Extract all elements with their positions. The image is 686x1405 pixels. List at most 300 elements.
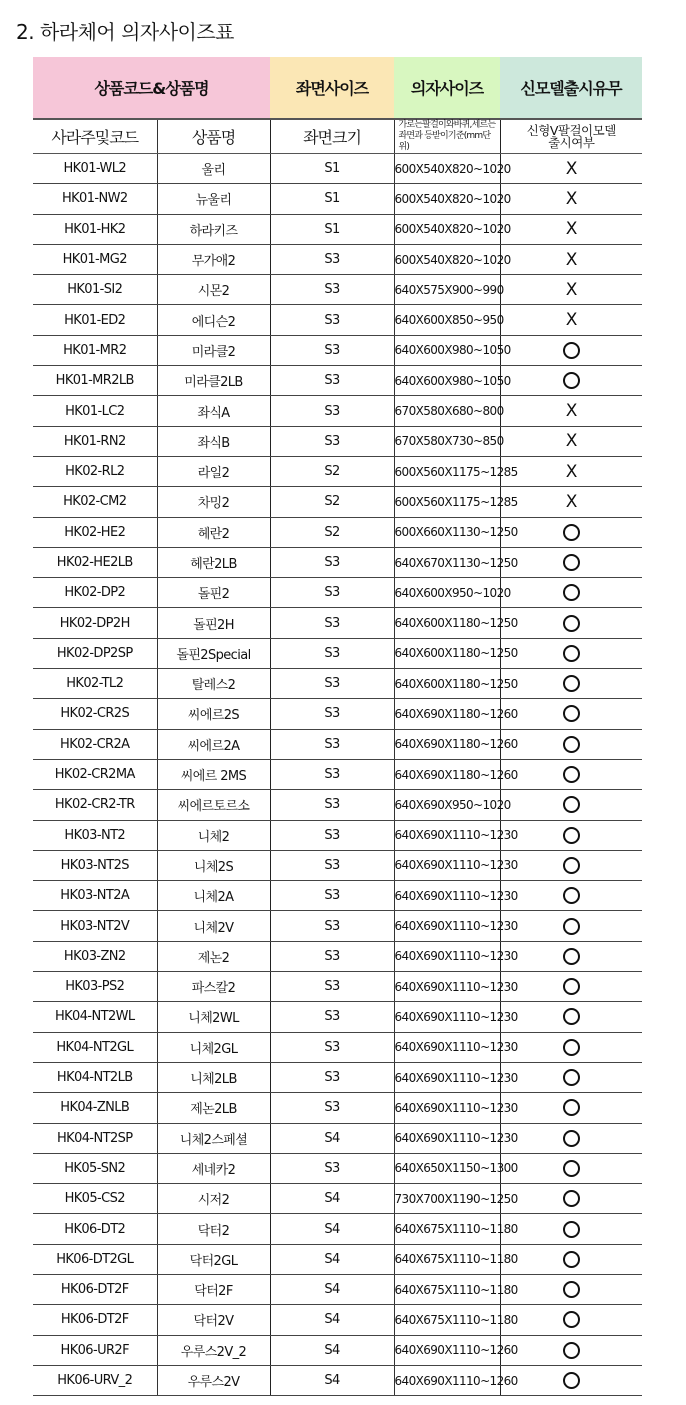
product-name: 헤란2LB — [157, 547, 270, 577]
product-name: 차밍2 — [157, 487, 270, 517]
product-code: HK06-URV_2 — [33, 1365, 157, 1395]
seat-size: S2 — [270, 487, 394, 517]
table-row — [33, 487, 642, 517]
product-name: 좌식B — [157, 426, 270, 456]
chair-size: 640X690X1110~1230 — [394, 1032, 500, 1062]
chair-size: 640X690X1180~1260 — [394, 729, 500, 759]
seat-size: S3 — [270, 426, 394, 456]
release-flag — [500, 1274, 642, 1304]
seat-size: S3 — [270, 790, 394, 820]
release-flag — [500, 547, 642, 577]
header-chair-size: 의자사이즈 — [394, 57, 500, 119]
product-name: 니체2LB — [157, 1062, 270, 1092]
table-row — [33, 1093, 642, 1123]
product-code: HK01-MR2LB — [33, 366, 157, 396]
chair-size: 600X540X820~1020 — [394, 244, 500, 274]
product-name: 니체2V — [157, 911, 270, 941]
product-name: 시저2 — [157, 1184, 270, 1214]
header-product-code-name: 상품코드&상품명 — [33, 57, 270, 119]
release-flag — [500, 1184, 642, 1214]
release-flag — [500, 517, 642, 547]
circle-icon — [563, 1251, 580, 1268]
product-code: HK02-DP2 — [33, 578, 157, 608]
product-code: HK03-NT2V — [33, 911, 157, 941]
circle-icon — [563, 918, 580, 935]
chair-size: 640X690X1110~1230 — [394, 820, 500, 850]
product-code: HK03-ZN2 — [33, 941, 157, 971]
seat-size: S1 — [270, 214, 394, 244]
chair-size: 640X690X1110~1260 — [394, 1365, 500, 1395]
seat-size: S3 — [270, 638, 394, 668]
product-code: HK02-RL2 — [33, 456, 157, 486]
product-name: 씨에르 2MS — [157, 759, 270, 789]
product-code: HK02-DP2SP — [33, 638, 157, 668]
subheader-code: 사라주및코드 — [33, 119, 157, 154]
chair-size: 640X690X1110~1230 — [394, 1093, 500, 1123]
product-code: HK06-DT2F — [33, 1274, 157, 1304]
circle-icon — [563, 615, 580, 632]
table-row — [33, 1335, 642, 1365]
chair-size: 600X560X1175~1285 — [394, 487, 500, 517]
chair-size: 730X700X1190~1250 — [394, 1184, 500, 1214]
circle-icon — [563, 1311, 580, 1328]
table-row — [33, 1214, 642, 1244]
circle-icon — [563, 1160, 580, 1177]
product-code: HK01-HK2 — [33, 214, 157, 244]
product-name: 무가애2 — [157, 244, 270, 274]
release-line1: 신형V팔걸이모델 — [526, 122, 616, 138]
product-name: 미라클2LB — [157, 366, 270, 396]
chair-size: 600X540X820~1020 — [394, 184, 500, 214]
product-code: HK04-ZNLB — [33, 1093, 157, 1123]
release-flag — [500, 1123, 642, 1153]
header-row — [33, 57, 642, 119]
x-mark-icon: X — [565, 491, 577, 512]
chair-size: 640X600X1180~1250 — [394, 608, 500, 638]
release-flag — [500, 396, 642, 426]
product-code: HK01-MR2 — [33, 335, 157, 365]
seat-size: S1 — [270, 184, 394, 214]
chair-size-table — [33, 57, 642, 1396]
product-code: HK06-DT2GL — [33, 1244, 157, 1274]
chair-size: 640X600X980~1050 — [394, 366, 500, 396]
circle-icon — [563, 1281, 580, 1298]
product-name: 니체2스페셜 — [157, 1123, 270, 1153]
seat-size: S3 — [270, 820, 394, 850]
release-flag — [500, 972, 642, 1002]
product-code: HK06-UR2F — [33, 1335, 157, 1365]
table-row — [33, 1153, 642, 1183]
circle-icon — [563, 1008, 580, 1025]
product-code: HK02-DP2H — [33, 608, 157, 638]
product-name: 니체2WL — [157, 1002, 270, 1032]
subheader-seat: 좌면크기 — [270, 119, 394, 154]
product-code: HK04-NT2GL — [33, 1032, 157, 1062]
chair-size: 640X675X1110~1180 — [394, 1305, 500, 1335]
product-name: 하라키즈 — [157, 214, 270, 244]
table-row — [33, 1062, 642, 1092]
product-name: 우루스2V — [157, 1365, 270, 1395]
chair-size: 600X540X820~1020 — [394, 214, 500, 244]
table-row — [33, 214, 642, 244]
product-name: 울리 — [157, 154, 270, 184]
seat-size: S3 — [270, 1062, 394, 1092]
release-flag — [500, 1002, 642, 1032]
table-row — [33, 911, 642, 941]
x-mark-icon: X — [565, 279, 577, 300]
seat-size: S4 — [270, 1123, 394, 1153]
release-flag — [500, 1153, 642, 1183]
product-code: HK01-LC2 — [33, 396, 157, 426]
product-code: HK02-CR2A — [33, 729, 157, 759]
release-flag — [500, 1062, 642, 1092]
product-code: HK04-NT2LB — [33, 1062, 157, 1092]
product-name: 니체2A — [157, 881, 270, 911]
table-row — [33, 1274, 642, 1304]
chair-size: 640X690X1110~1230 — [394, 972, 500, 1002]
table-row — [33, 547, 642, 577]
table-row — [33, 1032, 642, 1062]
release-flag — [500, 911, 642, 941]
chair-size: 640X600X950~1020 — [394, 578, 500, 608]
seat-size: S3 — [270, 850, 394, 880]
product-code: HK05-SN2 — [33, 1153, 157, 1183]
table-row — [33, 608, 642, 638]
circle-icon — [563, 1039, 580, 1056]
circle-icon — [563, 1190, 580, 1207]
header-seat-size: 좌면사이즈 — [270, 57, 394, 119]
release-line2: 출시여부 — [548, 134, 595, 150]
table-row — [33, 941, 642, 971]
x-mark-icon: X — [565, 188, 577, 209]
seat-size: S3 — [270, 275, 394, 305]
seat-size: S3 — [270, 881, 394, 911]
circle-icon — [563, 978, 580, 995]
table-row — [33, 244, 642, 274]
product-code: HK05-CS2 — [33, 1184, 157, 1214]
circle-icon — [563, 1221, 580, 1238]
chair-size: 640X690X1110~1230 — [394, 1062, 500, 1092]
seat-size: S3 — [270, 699, 394, 729]
chair-size: 640X600X1180~1250 — [394, 669, 500, 699]
product-code: HK04-NT2SP — [33, 1123, 157, 1153]
subheader-name: 상품명 — [157, 119, 270, 154]
table-row — [33, 1002, 642, 1032]
release-flag — [500, 456, 642, 486]
seat-size: S3 — [270, 396, 394, 426]
seat-size: S3 — [270, 1093, 394, 1123]
product-name: 씨에르2A — [157, 729, 270, 759]
product-code: HK01-NW2 — [33, 184, 157, 214]
table-row — [33, 1184, 642, 1214]
x-mark-icon: X — [565, 461, 577, 482]
product-name: 시몬2 — [157, 275, 270, 305]
seat-size: S4 — [270, 1365, 394, 1395]
product-name: 니체2S — [157, 850, 270, 880]
product-code: HK01-WL2 — [33, 154, 157, 184]
table-row — [33, 850, 642, 880]
seat-size: S3 — [270, 335, 394, 365]
product-code: HK03-PS2 — [33, 972, 157, 1002]
chair-size: 640X690X1110~1230 — [394, 1123, 500, 1153]
chair-size: 640X690X1110~1230 — [394, 881, 500, 911]
release-flag — [500, 729, 642, 759]
seat-size: S3 — [270, 547, 394, 577]
header-new-model-release: 신모델출시유무 — [500, 57, 642, 119]
product-name: 돌핀2 — [157, 578, 270, 608]
size-note-line2: 좌면과 등받이기준(mm단위) — [398, 131, 491, 152]
product-name: 미라클2 — [157, 335, 270, 365]
circle-icon — [563, 796, 580, 813]
table-row — [33, 275, 642, 305]
product-code: HK06-DT2F — [33, 1305, 157, 1335]
circle-icon — [563, 675, 580, 692]
chair-size: 600X560X1175~1285 — [394, 456, 500, 486]
product-name: 파스칼2 — [157, 972, 270, 1002]
x-mark-icon: X — [565, 431, 577, 452]
subheader-size-note — [394, 119, 500, 154]
product-name: 돌핀2H — [157, 608, 270, 638]
seat-size: S2 — [270, 517, 394, 547]
table-row — [33, 184, 642, 214]
product-name: 닥터2GL — [157, 1244, 270, 1274]
product-code: HK03-NT2 — [33, 820, 157, 850]
chair-size: 640X575X900~990 — [394, 275, 500, 305]
table-row — [33, 790, 642, 820]
product-code: HK02-CR2-TR — [33, 790, 157, 820]
table-row — [33, 396, 642, 426]
chair-size: 640X675X1110~1180 — [394, 1244, 500, 1274]
seat-size: S3 — [270, 1002, 394, 1032]
release-flag — [500, 1214, 642, 1244]
circle-icon — [563, 827, 580, 844]
chair-size: 640X600X980~1050 — [394, 335, 500, 365]
seat-size: S4 — [270, 1244, 394, 1274]
release-flag — [500, 608, 642, 638]
seat-size: S2 — [270, 456, 394, 486]
product-code: HK01-RN2 — [33, 426, 157, 456]
circle-icon — [563, 736, 580, 753]
table-row — [33, 972, 642, 1002]
seat-size: S3 — [270, 366, 394, 396]
product-name: 닥터2 — [157, 1214, 270, 1244]
product-name: 좌식A — [157, 396, 270, 426]
chair-size: 640X690X1110~1230 — [394, 911, 500, 941]
chair-size: 640X690X1110~1260 — [394, 1335, 500, 1365]
product-code: HK03-NT2S — [33, 850, 157, 880]
seat-size: S3 — [270, 1153, 394, 1183]
chair-size: 600X540X820~1020 — [394, 154, 500, 184]
product-code: HK02-CR2MA — [33, 759, 157, 789]
chair-size: 600X660X1130~1250 — [394, 517, 500, 547]
release-flag — [500, 1305, 642, 1335]
seat-size: S3 — [270, 759, 394, 789]
release-flag — [500, 941, 642, 971]
product-name: 니체2 — [157, 820, 270, 850]
release-flag — [500, 638, 642, 668]
seat-size: S3 — [270, 578, 394, 608]
size-note-line1: 가로는팔걸이와바퀴,세르는 — [398, 120, 496, 130]
seat-size: S4 — [270, 1274, 394, 1304]
product-code: HK04-NT2WL — [33, 1002, 157, 1032]
chair-size: 640X675X1110~1180 — [394, 1214, 500, 1244]
table-row — [33, 366, 642, 396]
release-flag — [500, 1335, 642, 1365]
release-flag — [500, 366, 642, 396]
release-flag — [500, 154, 642, 184]
table-row — [33, 759, 642, 789]
release-flag — [500, 426, 642, 456]
product-name: 뉴울리 — [157, 184, 270, 214]
product-code: HK01-MG2 — [33, 244, 157, 274]
chair-size: 640X600X850~950 — [394, 305, 500, 335]
product-name: 씨에르토르소 — [157, 790, 270, 820]
chair-size: 640X650X1150~1300 — [394, 1153, 500, 1183]
seat-size: S4 — [270, 1214, 394, 1244]
table-row — [33, 1305, 642, 1335]
table-row — [33, 305, 642, 335]
table-row — [33, 456, 642, 486]
product-name: 에디슨2 — [157, 305, 270, 335]
product-name: 탈레스2 — [157, 669, 270, 699]
product-name: 닥터2V — [157, 1305, 270, 1335]
chair-size: 640X690X1180~1260 — [394, 699, 500, 729]
chair-size: 640X600X1180~1250 — [394, 638, 500, 668]
product-name: 제논2 — [157, 941, 270, 971]
release-flag — [500, 1093, 642, 1123]
table-row — [33, 1244, 642, 1274]
subheader-release — [500, 119, 642, 154]
circle-icon — [563, 1372, 580, 1389]
chair-size: 640X670X1130~1250 — [394, 547, 500, 577]
circle-icon — [563, 554, 580, 571]
table-row — [33, 335, 642, 365]
release-flag — [500, 578, 642, 608]
chair-size: 640X690X1180~1260 — [394, 759, 500, 789]
table-row — [33, 1365, 642, 1395]
seat-size: S3 — [270, 608, 394, 638]
seat-size: S3 — [270, 244, 394, 274]
product-name: 세네카2 — [157, 1153, 270, 1183]
table-row — [33, 517, 642, 547]
circle-icon — [563, 705, 580, 722]
chair-size: 670X580X680~800 — [394, 396, 500, 426]
x-mark-icon: X — [565, 158, 577, 179]
seat-size: S3 — [270, 729, 394, 759]
table-row — [33, 426, 642, 456]
table-row — [33, 820, 642, 850]
x-mark-icon: X — [565, 249, 577, 270]
seat-size: S1 — [270, 154, 394, 184]
release-flag — [500, 275, 642, 305]
table-row — [33, 729, 642, 759]
circle-icon — [563, 584, 580, 601]
product-name: 제논2LB — [157, 1093, 270, 1123]
release-flag — [500, 699, 642, 729]
release-flag — [500, 244, 642, 274]
chair-size: 640X690X1110~1230 — [394, 1002, 500, 1032]
product-code: HK01-ED2 — [33, 305, 157, 335]
circle-icon — [563, 857, 580, 874]
release-flag — [500, 1244, 642, 1274]
table-row — [33, 1123, 642, 1153]
release-flag — [500, 790, 642, 820]
x-mark-icon: X — [565, 401, 577, 422]
circle-icon — [563, 342, 580, 359]
product-code: HK02-HE2LB — [33, 547, 157, 577]
release-flag — [500, 487, 642, 517]
product-name: 돌핀2Special — [157, 638, 270, 668]
circle-icon — [563, 948, 580, 965]
circle-icon — [563, 887, 580, 904]
product-name: 라일2 — [157, 456, 270, 486]
seat-size: S3 — [270, 972, 394, 1002]
product-code: HK01-SI2 — [33, 275, 157, 305]
circle-icon — [563, 1099, 580, 1116]
product-name: 우루스2V_2 — [157, 1335, 270, 1365]
product-code: HK02-HE2 — [33, 517, 157, 547]
table-row — [33, 881, 642, 911]
circle-icon — [563, 1342, 580, 1359]
chair-size: 640X690X950~1020 — [394, 790, 500, 820]
table-row — [33, 578, 642, 608]
release-flag — [500, 214, 642, 244]
release-flag — [500, 305, 642, 335]
product-code: HK02-TL2 — [33, 669, 157, 699]
seat-size: S4 — [270, 1305, 394, 1335]
chair-size: 640X690X1110~1230 — [394, 850, 500, 880]
release-flag — [500, 850, 642, 880]
circle-icon — [563, 1130, 580, 1147]
seat-size: S3 — [270, 1032, 394, 1062]
subheader-row — [33, 119, 642, 154]
circle-icon — [563, 524, 580, 541]
release-flag — [500, 1365, 642, 1395]
seat-size: S3 — [270, 305, 394, 335]
chair-size: 670X580X730~850 — [394, 426, 500, 456]
product-name: 닥터2F — [157, 1274, 270, 1304]
circle-icon — [563, 645, 580, 662]
product-name: 씨에르2S — [157, 699, 270, 729]
chair-size: 640X690X1110~1230 — [394, 941, 500, 971]
seat-size: S4 — [270, 1184, 394, 1214]
product-name: 니체2GL — [157, 1032, 270, 1062]
release-flag — [500, 820, 642, 850]
seat-size: S3 — [270, 669, 394, 699]
table-row — [33, 154, 642, 184]
product-code: HK03-NT2A — [33, 881, 157, 911]
product-code: HK06-DT2 — [33, 1214, 157, 1244]
release-flag — [500, 669, 642, 699]
product-name: 헤란2 — [157, 517, 270, 547]
release-flag — [500, 1032, 642, 1062]
release-flag — [500, 184, 642, 214]
seat-size: S3 — [270, 911, 394, 941]
release-flag — [500, 881, 642, 911]
product-code: HK02-CM2 — [33, 487, 157, 517]
table-row — [33, 638, 642, 668]
circle-icon — [563, 372, 580, 389]
table-row — [33, 669, 642, 699]
x-mark-icon: X — [565, 219, 577, 240]
seat-size: S4 — [270, 1335, 394, 1365]
seat-size: S3 — [270, 941, 394, 971]
table-row — [33, 699, 642, 729]
circle-icon — [563, 766, 580, 783]
release-flag — [500, 759, 642, 789]
x-mark-icon: X — [565, 310, 577, 331]
circle-icon — [563, 1069, 580, 1086]
